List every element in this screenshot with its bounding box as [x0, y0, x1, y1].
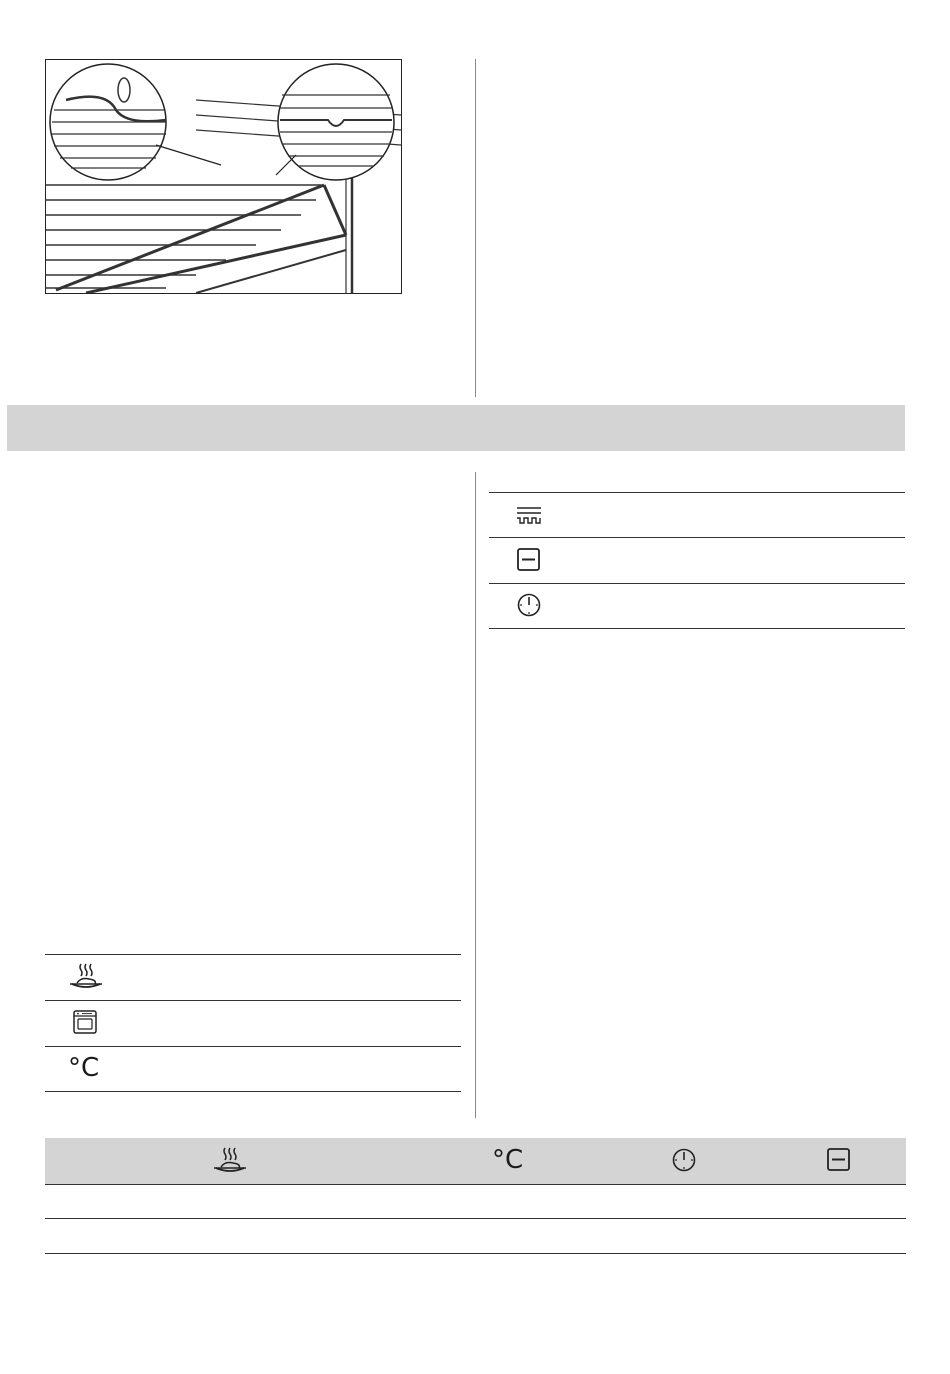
- heating-element-icon: [516, 504, 542, 526]
- left-list-rule: [45, 1046, 461, 1047]
- clock-icon: [517, 593, 541, 617]
- temperature-icon: °C: [68, 1053, 100, 1083]
- left-list-rule: [45, 954, 461, 955]
- table-clock-icon: [672, 1148, 696, 1172]
- table-steam-dish-icon: [213, 1146, 247, 1174]
- right-list-rule: [489, 583, 905, 584]
- right-list-rule: [489, 628, 905, 629]
- left-list-rule: [45, 1000, 461, 1001]
- table-row-rule: [45, 1184, 906, 1185]
- table-row-rule: [45, 1253, 906, 1254]
- left-list-rule: [45, 1091, 461, 1092]
- column-divider-bottom: [475, 472, 476, 1118]
- table-row-rule: [45, 1218, 906, 1219]
- table-minus-box-icon: [827, 1148, 850, 1171]
- section-heading-band: [7, 405, 905, 451]
- oven-icon: [73, 1010, 97, 1034]
- steam-dish-icon: [69, 962, 103, 990]
- right-list-rule: [489, 492, 905, 493]
- oven-shelf-illustration: [46, 60, 401, 293]
- table-temperature-icon: °C: [492, 1145, 524, 1175]
- table-header: [45, 1138, 906, 1184]
- minus-box-icon: [517, 548, 540, 571]
- column-divider-top: [475, 59, 476, 397]
- oven-shelf-figure: [45, 59, 402, 294]
- right-list-rule: [489, 537, 905, 538]
